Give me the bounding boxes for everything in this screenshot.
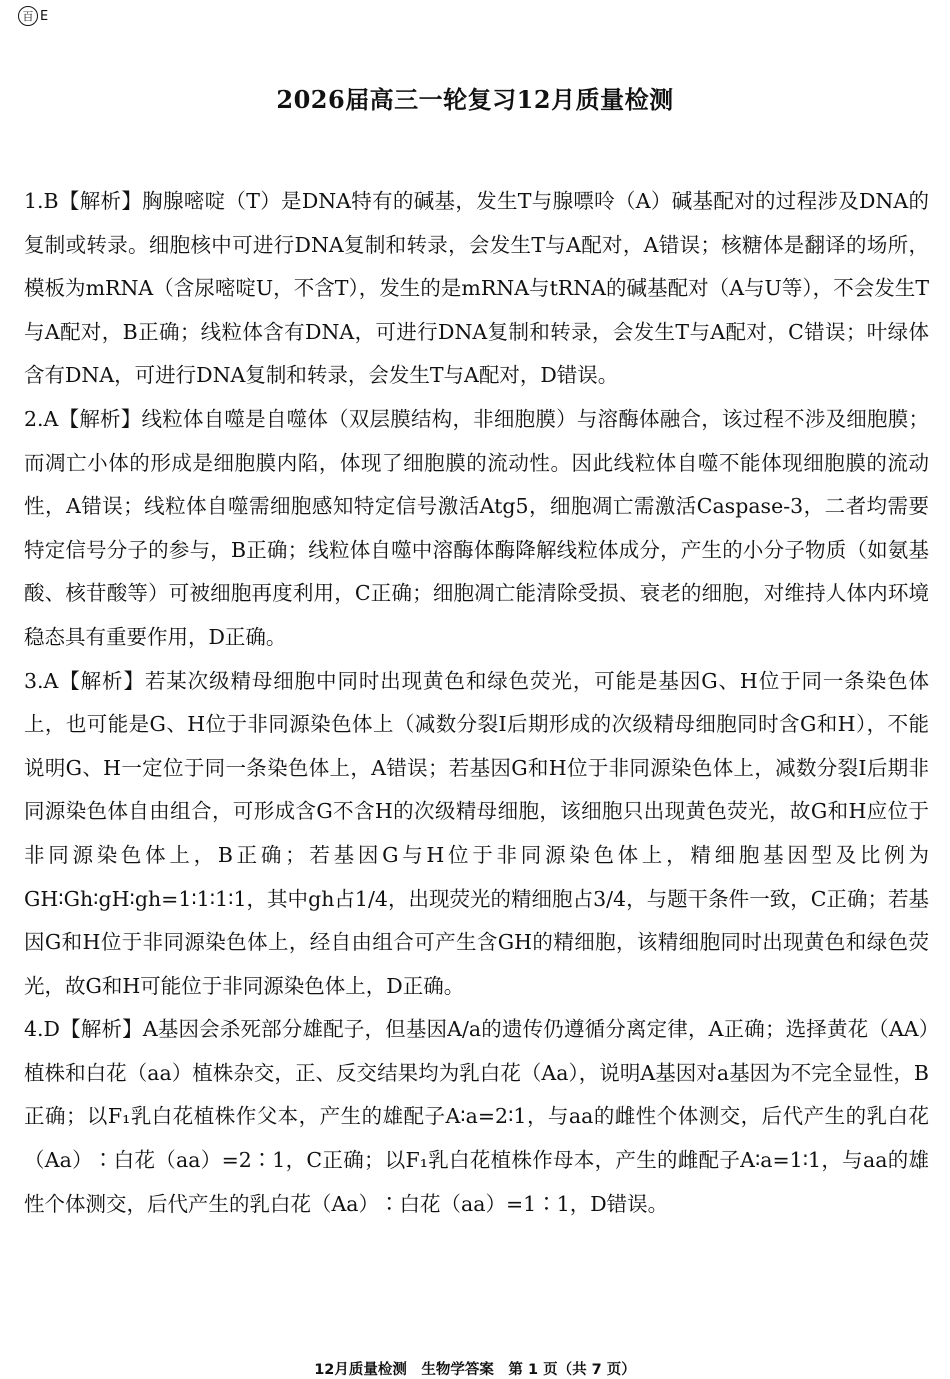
page-footer: 12月质量检测 生物学答案 第 1 页（共 7 页） [314, 1362, 636, 1378]
answer-item-3: 3.A【解析】若某次级精母细胞中同时出现黄色和绿色荧光，可能是基因G、H位于同一条染色体上，也可能是G、H位于非同源染色体上（减数分裂Ⅰ后期形成的次级精母细胞同时含G和H），不能说明G、H一定位于同一条染色体上，A错误；若基因G和H位于非同源染色体上，减数分裂Ⅰ后期非同源染色体自由组合，可形成含G不含H的次级精母细胞，该细胞只出现黄色荧光，故G和H应位于非同源染色体上，B正确；若基因G与H位于非同源染色体上，精细胞基因型及比例为GH∶Gh∶gH∶gh=1∶1∶1∶1，其中gh占1/4，出现荧光的精细胞占3/4，与题干条件一致，C正确；若基因G和H位于非同源染色体上，经自由组合可产生含GH的精细胞，该精细胞同时出现黄色和绿色荧光，故G和H可能位于非同源染色体上，D正确。 [24, 668, 929, 998]
page-title: 2026届高三一轮复习12月质量检测 [276, 85, 674, 114]
logo-circle-icon: 百 [18, 6, 38, 26]
logo-letter: E [40, 8, 49, 24]
answer-content [24, 180, 929, 1226]
answer-item-4: 4.D【解析】A基因会杀死部分雄配子，但基因A/a的遗传仍遵循分离定律，A正确；选择黄花（AA）植株和白花（aa）植株杂交，正、反交结果均为乳白花（Aa），说明A基因对a基因为不完全显性，B正确；以F₁乳白花植株作父本，产生的雄配子A∶a=2∶1，与aa的雌性个体测交，后代产生的乳白花（Aa）∶白花（aa）=2∶1，C正确；以F₁乳白花植株作母本，产生的雌配子A∶a=1∶1，与aa的雄性个体测交，后代产生的乳白花（Aa）∶白花（aa）=1∶1，D错误。 [24, 1017, 929, 1216]
answer-item-2: 2.A【解析】线粒体自噬是自噬体（双层膜结构，非细胞膜）与溶酶体融合，该过程不涉及细胞膜；而凋亡小体的形成是细胞膜内陷，体现了细胞膜的流动性。因此线粒体自噬不能体现细胞膜的流动性，A错误；线粒体自噬需细胞感知特定信号激活Atg5，细胞凋亡需激活Caspase-3，二者均需要特定信号分子的参与，B正确；线粒体自噬中溶酶体酶降解线粒体成分，产生的小分子物质（如氨基酸、核苷酸等）可被细胞再度利用，C正确；细胞凋亡能清除受损、衰老的细胞，对维持人体内环境稳态具有重要作用，D正确。 [24, 406, 929, 649]
answer-item-1: 1.B【解析】胸腺嘧啶（T）是DNA特有的碱基，发生T与腺嘌呤（A）碱基配对的过程涉及DNA的复制或转录。细胞核中可进行DNA复制和转录，会发生T与A配对，A错误；核糖体是翻译的场所，模板为mRNA（含尿嘧啶U，不含T），发生的是mRNA与tRNA的碱基配对（A与U等），不会发生T与A配对，B正确；线粒体含有DNA，可进行DNA复制和转录，会发生T与A配对，C错误；叶绿体含有DNA，可进行DNA复制和转录，会发生T与A配对，D错误。 [24, 189, 929, 388]
logo [18, 6, 48, 26]
